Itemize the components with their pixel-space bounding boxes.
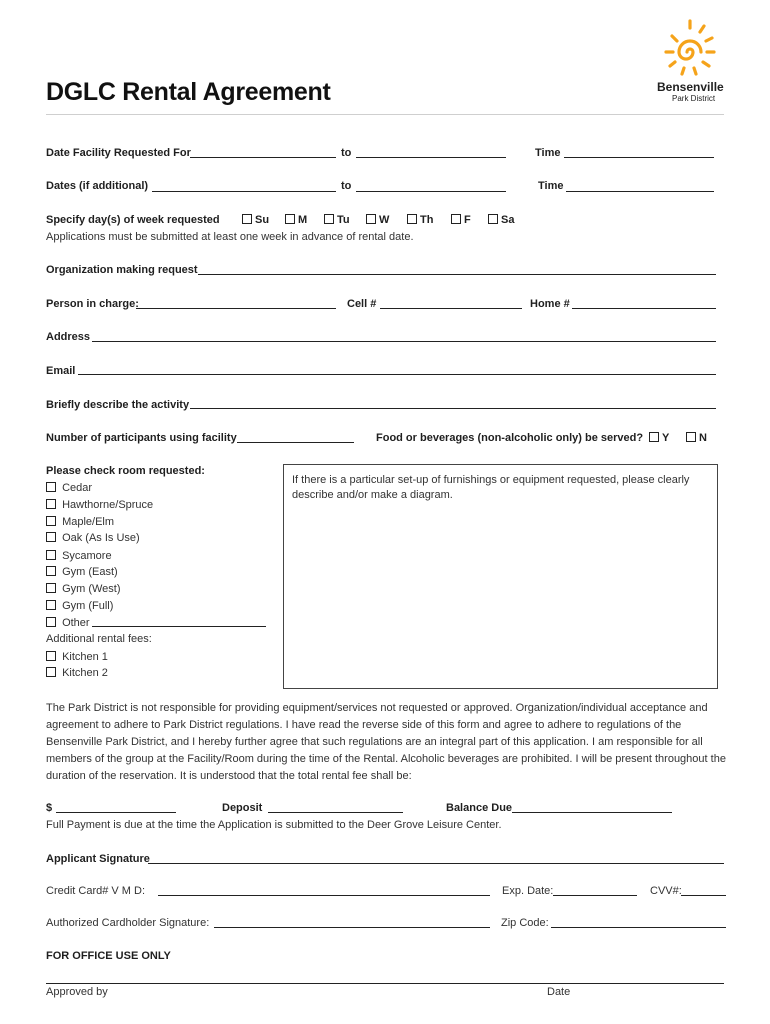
agreement-text: The Park District is not responsible for providing equipment/services not requested or approved. Organization/individual acceptance and agreement to adhere to Park District regulations. I have read the reverse side of this form and agree to adhere to regulations of the Bensenville Park District, and I hereby further agree that such regulations are an integral part of this application. I am responsible for all members of the group at the Facility/Room during the time of the Rental. Alcoholic beverages are prohibited. I will be present throughout the duration of the reservation. It is understood that the total rental fee shall be: — [46, 702, 726, 782]
checkbox-icon — [488, 214, 498, 224]
checkbox-icon — [285, 214, 295, 224]
kitchen-2[interactable]: Kitchen 2 — [46, 667, 108, 679]
office-line[interactable] — [46, 983, 724, 984]
cvv-field[interactable] — [681, 895, 726, 896]
cvv-label: CVV#: — [650, 885, 682, 897]
room-gym-west[interactable]: Gym (West) — [46, 583, 121, 595]
checkbox-icon — [242, 214, 252, 224]
time2-label: Time — [538, 180, 564, 192]
person-label: Person in charge: — [46, 298, 139, 310]
title-divider — [46, 114, 724, 115]
zip-field[interactable] — [551, 927, 726, 928]
food-no[interactable]: N — [686, 432, 707, 444]
food-yes[interactable]: Y — [649, 432, 669, 444]
time1-field[interactable] — [564, 157, 714, 158]
checkbox-icon — [46, 566, 56, 576]
day-tu[interactable]: Tu — [324, 214, 350, 226]
participants-field[interactable] — [237, 442, 354, 443]
time2-field[interactable] — [566, 191, 714, 192]
day-w[interactable]: W — [366, 214, 389, 226]
kitchen-1[interactable]: Kitchen 1 — [46, 651, 108, 663]
date-label: Date — [547, 986, 571, 998]
room-sycamore[interactable]: Sycamore — [46, 550, 112, 562]
time1-label: Time — [535, 147, 561, 159]
payment-note: Full Payment is due at the time the Application is submitted to the Deer Grove Leisure Center. — [46, 819, 502, 831]
deposit-label: Deposit — [222, 802, 263, 814]
day-f[interactable]: F — [451, 214, 471, 226]
food-label: Food or beverages (non-alcoholic only) be served? — [376, 432, 644, 444]
date-requested-to-field[interactable] — [356, 157, 506, 158]
checkbox-icon — [46, 651, 56, 661]
exp-date-label: Exp. Date: — [502, 885, 554, 897]
checkbox-icon — [686, 432, 696, 442]
rooms-heading: Please check room requested: — [46, 465, 205, 477]
room-other[interactable]: Other — [46, 617, 90, 629]
home-label: Home # — [530, 298, 570, 310]
room-oak[interactable]: Oak (As Is Use) — [46, 532, 140, 544]
day-su[interactable]: Su — [242, 214, 269, 226]
additional-fees-label: Additional rental fees: — [46, 633, 152, 645]
logo-brand: Bensenville — [657, 80, 724, 94]
room-maple[interactable]: Maple/Elm — [46, 516, 114, 528]
home-field[interactable] — [572, 308, 716, 309]
checkbox-icon — [46, 583, 56, 593]
approved-by-label: Approved by — [46, 986, 108, 998]
signature-label: Applicant Signature — [46, 853, 150, 865]
person-field[interactable] — [136, 308, 336, 309]
days-label: Specify day(s) of week requested — [46, 214, 220, 226]
credit-card-label: Credit Card# V M D: — [46, 885, 146, 897]
checkbox-icon — [46, 482, 56, 492]
checkbox-icon — [46, 499, 56, 509]
deposit-field[interactable] — [268, 812, 403, 813]
exp-date-field[interactable] — [553, 895, 637, 896]
sun-logo-icon — [650, 18, 730, 80]
day-sa[interactable]: Sa — [488, 214, 514, 226]
org-label: Organization making request — [46, 264, 198, 276]
logo — [650, 18, 730, 104]
email-field[interactable] — [78, 374, 716, 375]
checkbox-icon — [324, 214, 334, 224]
zip-label: Zip Code: — [501, 917, 549, 929]
total-fee-field[interactable] — [56, 812, 176, 813]
participants-label: Number of participants using facility — [46, 432, 237, 444]
setup-description-box[interactable] — [283, 464, 718, 689]
signature-field[interactable] — [148, 863, 724, 864]
room-other-field[interactable] — [92, 626, 266, 627]
dates-additional-to-label: to — [341, 180, 352, 192]
dates-additional-field[interactable] — [152, 191, 336, 192]
total-dollar-label: $ — [46, 802, 53, 814]
cardholder-label: Authorized Cardholder Signature: — [46, 917, 210, 929]
logo-sub: Park District — [672, 94, 716, 103]
checkbox-icon — [407, 214, 417, 224]
room-gym-east[interactable]: Gym (East) — [46, 566, 118, 578]
date-requested-field[interactable] — [190, 157, 336, 158]
checkbox-icon — [46, 516, 56, 526]
balance-field[interactable] — [512, 812, 672, 813]
checkbox-icon — [46, 667, 56, 677]
address-label: Address — [46, 331, 91, 343]
email-label: Email — [46, 365, 76, 377]
cell-label: Cell # — [347, 298, 377, 310]
office-use-label: FOR OFFICE USE ONLY — [46, 950, 171, 962]
room-cedar[interactable]: Cedar — [46, 482, 92, 494]
cell-field[interactable] — [380, 308, 522, 309]
day-m[interactable]: M — [285, 214, 307, 226]
date-requested-label: Date Facility Requested For — [46, 147, 191, 159]
checkbox-icon — [46, 532, 56, 542]
address-field[interactable] — [92, 341, 716, 342]
org-field[interactable] — [198, 274, 716, 275]
activity-label: Briefly describe the activity — [46, 399, 190, 411]
checkbox-icon — [46, 600, 56, 610]
setup-instructions: If there is a particular set-up of furnishings or equipment requested, please clearly describe and/or make a diagram. — [292, 474, 690, 501]
day-th[interactable]: Th — [407, 214, 433, 226]
checkbox-icon — [46, 617, 56, 627]
room-gym-full[interactable]: Gym (Full) — [46, 600, 113, 612]
days-note: Applications must be submitted at least one week in advance of rental date. — [46, 231, 414, 243]
activity-field[interactable] — [190, 408, 716, 409]
checkbox-icon — [649, 432, 659, 442]
cardholder-field[interactable] — [214, 927, 490, 928]
checkbox-icon — [366, 214, 376, 224]
page-title: DGLC Rental Agreement — [46, 78, 331, 106]
dates-additional-to-field[interactable] — [356, 191, 506, 192]
credit-card-field[interactable] — [158, 895, 490, 896]
checkbox-icon — [46, 550, 56, 560]
balance-label: Balance Due — [446, 802, 513, 814]
checkbox-icon — [451, 214, 461, 224]
dates-additional-label: Dates (if additional) — [46, 180, 149, 192]
room-hawthorne[interactable]: Hawthorne/Spruce — [46, 499, 153, 511]
date-requested-to-label: to — [341, 147, 352, 159]
